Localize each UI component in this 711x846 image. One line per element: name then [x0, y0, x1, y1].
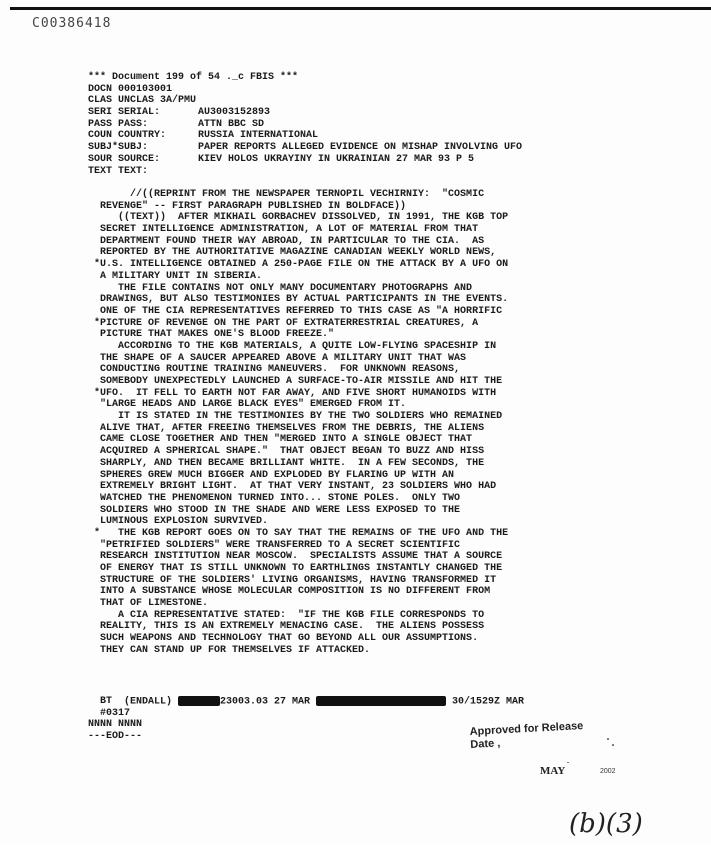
footer-line: NNNN NNNN: [88, 719, 143, 731]
header-label: CLAS UNCLAS 3A/PMU: [88, 95, 197, 107]
body-line: LUMINOUS EXPLOSION SURVIVED.: [88, 516, 269, 528]
body-line: PICTURE THAT MAKES ONE'S BLOOD FREEZE.": [88, 329, 335, 341]
endall-suffix: 30/1529Z MAR: [446, 696, 525, 708]
body-line: REPORTED BY THE AUTHORITATIVE MAGAZINE CANADIAN WEEKLY WORLD NEWS,: [88, 247, 497, 259]
body-line: STRUCTURE OF THE SOLDIERS' LIVING ORGANISMS, HAVING TRANSFORMED IT: [88, 574, 497, 586]
body-line: SOMEBODY UNEXPECTEDLY LAUNCHED A SURFACE-TO-AIR MISSILE AND HIT THE: [88, 376, 503, 387]
header-line: [88, 119, 522, 131]
footer-block: [88, 696, 142, 743]
header-line: [88, 154, 522, 166]
body-line: DRAWINGS, BUT ALSO TESTIMONIES BY ACTUAL PARTICIPANTS IN THE EVENTS.: [88, 294, 509, 306]
body-line: EXTREMELY BRIGHT LIGHT. AT THAT VERY INSTANT, 23 SOLDIERS WHO HAD: [88, 481, 497, 493]
body-line: SPHERES GREW MUCH BIGGER AND EXPLODED BY FLARING UP WITH AN: [88, 469, 455, 481]
body-line: OF ENERGY THAT IS STILL UNKNOWN TO EARTHLINGS INSTANTLY CHANGED THE: [88, 563, 503, 574]
header-label: PASS PASS:: [88, 118, 149, 130]
stamp-year: 2002: [600, 768, 616, 775]
body-line: ALIVE THAT, AFTER FREEING THEMSELVES FROM THE DEBRIS, THE ALIENS: [88, 422, 485, 434]
body-line: INTO A SUBSTANCE WHOSE MOLECULAR COMPOSITION IS NO DIFFERENT FROM: [88, 586, 491, 598]
body-line: WATCHED THE PHENOMENON TURNED INTO... STONE POLES. ONLY TWO: [88, 492, 461, 504]
body-line: *UFO. IT FELL TO EARTH NOT FAR AWAY, AND FIVE SHORT HUMANOIDS WITH: [88, 387, 497, 399]
header-label: SUBJ*SUBJ:: [88, 142, 149, 154]
header-line: [88, 130, 522, 142]
header-value: KIEV HOLOS UKRAYINY IN UKRAINIAN 27 MAR 93 P 5: [198, 153, 475, 165]
body-line: *PICTURE OF REVENGE ON THE PART OF EXTRATERRESTRIAL CREATURES, A: [88, 317, 479, 329]
footer-line: #0317: [88, 707, 131, 719]
header-label: TEXT TEXT:: [88, 165, 149, 177]
body-line: ((TEXT)) AFTER MIKHAIL GORBACHEV DISSOLVED, IN 1991, THE KGB TOP: [88, 212, 509, 224]
redaction-box: [178, 696, 220, 706]
body-line: *U.S. INTELLIGENCE OBTAINED A 250-PAGE FILE ON THE ATTACK BY A UFO ON: [88, 259, 509, 271]
header-label: SOUR SOURCE:: [88, 153, 161, 165]
header-value: RUSSIA INTERNATIONAL: [198, 130, 319, 142]
handwriting-text: (b)(3): [569, 809, 643, 839]
body-line: ACCORDING TO THE KGB MATERIALS, A QUITE LOW-FLYING SPACESHIP IN: [88, 340, 497, 352]
body-line: //((REPRINT FROM THE NEWSPAPER TERNOPIL VECHIRNIY: "COSMIC: [88, 189, 485, 200]
header-value: PAPER REPORTS ALLEGED EVIDENCE ON MISHAP INVOLVING UFO: [198, 142, 523, 154]
redaction-box: [316, 696, 446, 706]
body-line: RESEARCH INSTITUTION NEAR MOSCOW. SPECIALISTS ASSUME THAT A SOURCE: [88, 551, 503, 563]
body-line: * THE KGB REPORT GOES ON TO SAY THAT THE REMAINS OF THE UFO AND THE: [88, 527, 509, 539]
approved-label: Approved for Release: [469, 720, 584, 738]
header-value: ATTN BBC SD: [198, 118, 265, 130]
footer-line: ---EOD---: [88, 731, 143, 743]
top-border-line: [10, 7, 711, 10]
body-line: ACQUIRED A SPHERICAL SHAPE." THAT OBJECT BEGAN TO BUZZ AND HISS: [88, 446, 485, 458]
scan-speck: [607, 738, 609, 740]
header-line: [88, 84, 522, 96]
body-line: REALITY, THIS IS AN EXTREMELY MENACING CASE. THE ALIENS POSSESS: [88, 621, 485, 633]
stamp-month: MAY: [540, 765, 566, 777]
body-line: REVENGE" -- FIRST PARAGRAPH PUBLISHED IN BOLDFACE)): [88, 200, 407, 212]
body-line: A MILITARY UNIT IN SIBERIA.: [88, 270, 263, 282]
endall-middle: 23003.03 27 MAR: [220, 696, 317, 708]
header-label: COUN COUNTRY:: [88, 130, 167, 142]
body-line: THE SHAPE OF A SAUCER APPEARED ABOVE A MILITARY UNIT THAT WAS: [88, 352, 467, 364]
body-text: [88, 189, 508, 657]
endall-line: [88, 684, 524, 720]
body-line: ONE OF THE CIA REPRESENTATIVES REFERRED TO THIS CASE AS "A HORRIFIC: [88, 305, 503, 317]
body-line: SUCH WEAPONS AND TECHNOLOGY THAT GO BEYOND ALL OUR ASSUMPTIONS.: [88, 633, 479, 645]
header-line: [88, 107, 522, 119]
header-label: *** Document 199 of 54 ._c FBIS ***: [88, 72, 299, 83]
handwritten-b3: [563, 796, 673, 846]
scan-speck: [567, 762, 569, 763]
release-stamp: [469, 720, 584, 752]
body-line: THAT OF LIMESTONE.: [88, 598, 209, 610]
header-label: SERI SERIAL:: [88, 107, 161, 119]
body-line: DEPARTMENT FOUND THEIR WAY ABROAD, IN PARTICULAR TO THE CIA. AS: [88, 235, 485, 247]
document-id: C00386418: [32, 16, 112, 31]
body-line: SOLDIERS WHO STOOD IN THE SHADE AND WERE LESS EXPOSED TO THE: [88, 504, 461, 516]
header-line: [88, 95, 522, 107]
body-line: THE FILE CONTAINS NOT ONLY MANY DOCUMENTARY PHOTOGRAPHS AND: [88, 282, 473, 294]
body-line: SHARPLY, AND THEN BECAME BRILLIANT WHITE. IN A FEW SECONDS, THE: [88, 457, 485, 469]
header-line: [88, 166, 522, 178]
body-line: CONDUCTING ROUTINE TRAINING MANEUVERS. FOR UNKNOWN REASONS,: [88, 364, 461, 376]
header-block: [88, 72, 522, 177]
body-line: IT IS STATED IN THE TESTIMONIES BY THE TWO SOLDIERS WHO REMAINED: [88, 411, 503, 423]
body-line: "PETRIFIED SOLDIERS" WERE TRANSFERRED TO A SECRET SCIENTIFIC: [88, 539, 461, 551]
footer-line: BT: [88, 696, 113, 707]
body-line: "LARGE HEADS AND LARGE BLACK EYES" EMERGED FROM IT.: [88, 399, 407, 411]
body-line: A CIA REPRESENTATIVE STATED: "IF THE KGB FILE CORRESPONDS TO: [88, 609, 485, 621]
header-label: DOCN 000103001: [88, 83, 173, 95]
scan-speck: [612, 744, 614, 746]
header-line: [88, 142, 522, 154]
endall-prefix: (ENDALL): [112, 696, 179, 708]
body-line: THEY CAN STAND UP FOR THEMSELVES IF ATTACKED.: [88, 644, 371, 656]
body-line: SECRET INTELLIGENCE ADMINISTRATION, A LOT OF MATERIAL FROM THAT: [88, 224, 479, 236]
date-label: Date ,: [470, 737, 501, 751]
header-line: [88, 72, 522, 84]
body-line: CAME CLOSE TOGETHER AND THEN "MERGED INTO A SINGLE OBJECT THAT: [88, 434, 473, 446]
header-value: AU3003152893: [198, 107, 271, 119]
